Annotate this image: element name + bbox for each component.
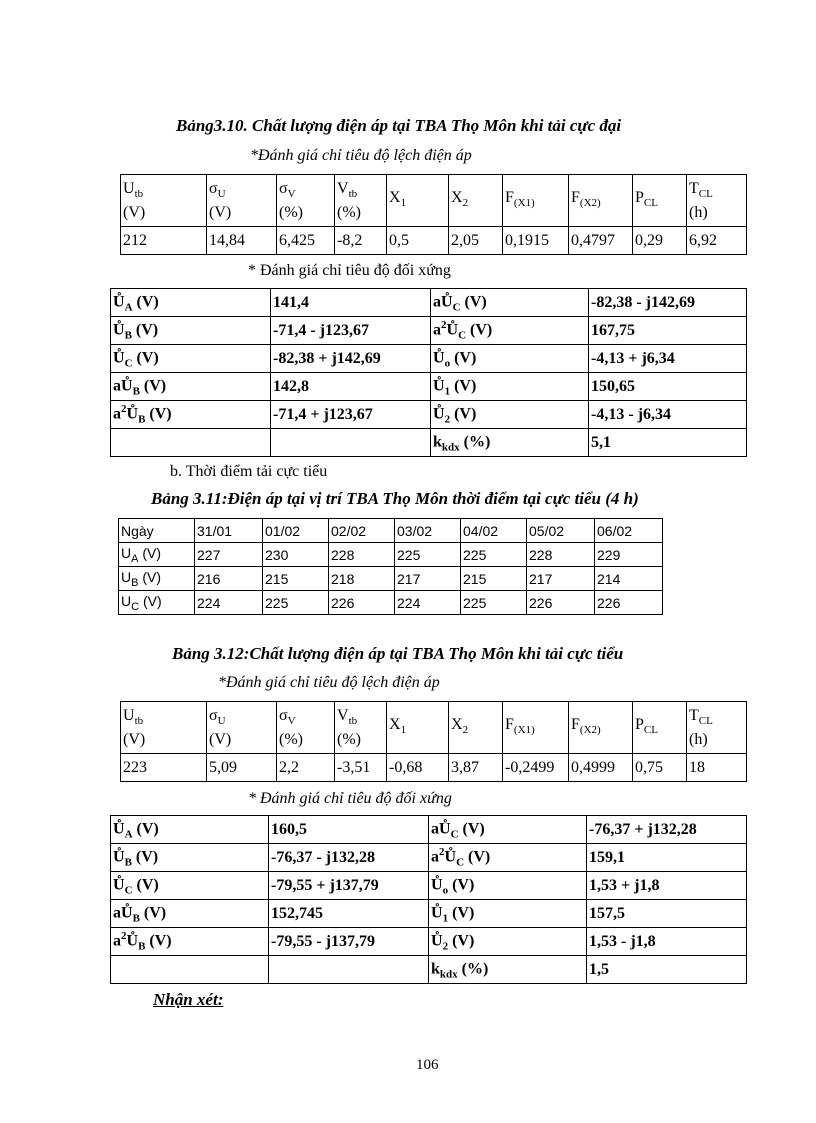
value-cell: -8,2: [335, 227, 387, 255]
value-cell: -3,51: [335, 754, 387, 782]
value-cell: -0,2499: [503, 754, 569, 782]
voltage-cell: 226: [527, 591, 595, 615]
symmetry-label: $k_{kdx}$ (%): [429, 956, 587, 984]
symmetry-value: 1,53 + j1,8: [587, 872, 747, 900]
header-cell: $\sigma_V$ (%): [277, 702, 335, 754]
voltage-cell: 215: [263, 567, 329, 591]
header-cell: $X_2$: [449, 175, 503, 227]
symmetry-label: $aŮ_C$ (V): [431, 289, 589, 317]
voltage-cell: 224: [195, 591, 263, 615]
symmetry-label: $a^2Ů_C$ (V): [431, 317, 589, 345]
symmetry-label: $Ů_1$ (V): [429, 900, 587, 928]
symmetry-note: * Đánh giá chỉ tiêu độ đối xứng: [248, 262, 451, 279]
value-cell: 3,87: [449, 754, 503, 782]
deviation-value-row: [121, 754, 747, 782]
symmetry-value: 160,5: [269, 816, 429, 844]
symmetry-value: 1,53 - j1,8: [587, 928, 747, 956]
symmetry-row: [111, 401, 747, 429]
header-cell: $T_{CL}$ (h): [687, 175, 747, 227]
section-b-heading: b. Thời điểm tải cực tiểu: [170, 463, 328, 480]
voltage-header-cell: 01/02: [263, 519, 329, 543]
voltage-header-cell: Ngày: [119, 519, 195, 543]
header-cell: $X_2$: [449, 702, 503, 754]
symmetry-value: -71,4 - j123,67: [271, 317, 431, 345]
symmetry-row: [111, 928, 747, 956]
voltage-cell: 230: [263, 543, 329, 567]
symmetry-value: -82,38 - j142,69: [589, 289, 747, 317]
symmetry-row: [111, 816, 747, 844]
symmetry-label: [111, 429, 271, 457]
symmetry-value: 159,1: [587, 844, 747, 872]
header-cell: $X_1$: [387, 702, 449, 754]
table-3-12-title: Bảng 3.12:Chất lượng điện áp tại TBA Thọ Môn khi tải cực tiểu: [172, 644, 624, 663]
symmetry-note: * Đánh giá chỉ tiêu độ đối xứng: [248, 790, 452, 807]
deviation-header-row: [121, 702, 747, 754]
header-cell: $F_{(X2)}$: [569, 702, 633, 754]
symmetry-label: $Ů_B$ (V): [111, 844, 269, 872]
value-cell: 14,84: [207, 227, 277, 255]
value-cell: 212: [121, 227, 207, 255]
symmetry-value: -79,55 - j137,79: [269, 928, 429, 956]
symmetry-label: $Ů_o$ (V): [429, 872, 587, 900]
symmetry-row: [111, 317, 747, 345]
voltage-row: [119, 543, 663, 567]
deviation-table-max: [120, 174, 747, 255]
header-cell: $T_{CL}$ (h): [687, 702, 747, 754]
voltage-cell: 218: [329, 567, 395, 591]
voltage-cell: 225: [395, 543, 461, 567]
symmetry-value: -4,13 + j6,34: [589, 345, 747, 373]
voltage-cell: 226: [329, 591, 395, 615]
value-cell: 6,92: [687, 227, 747, 255]
value-cell: 6,425: [277, 227, 335, 255]
voltage-cell: 216: [195, 567, 263, 591]
value-cell: 18: [687, 754, 747, 782]
header-cell: $P_{CL}$: [633, 702, 687, 754]
voltage-row: [119, 567, 663, 591]
symmetry-label: $Ů_A$ (V): [111, 289, 271, 317]
symmetry-label: [111, 956, 269, 984]
voltage-row-label: $U_C$ (V): [119, 591, 195, 615]
voltage-cell: 225: [461, 591, 527, 615]
voltage-row-label: $U_B$ (V): [119, 567, 195, 591]
header-cell: $V_{tb}$ (%): [335, 175, 387, 227]
symmetry-label: $Ů_o$ (V): [431, 345, 589, 373]
symmetry-table-min: [110, 815, 747, 984]
symmetry-row: [111, 956, 747, 984]
deviation-value-row: [121, 227, 747, 255]
symmetry-label: $Ů_C$ (V): [111, 345, 271, 373]
symmetry-value: [269, 956, 429, 984]
symmetry-value: -71,4 + j123,67: [271, 401, 431, 429]
symmetry-row: [111, 373, 747, 401]
voltage-row: [119, 591, 663, 615]
value-cell: 0,1915: [503, 227, 569, 255]
value-cell: 223: [121, 754, 207, 782]
voltage-cell: 215: [461, 567, 527, 591]
value-cell: 0,29: [633, 227, 687, 255]
remark-heading: Nhận xét:: [153, 990, 224, 1009]
voltage-header-cell: 06/02: [595, 519, 663, 543]
voltage-cell: 229: [595, 543, 663, 567]
page-number: 106: [416, 1057, 439, 1073]
symmetry-value: -79,55 + j137,79: [269, 872, 429, 900]
deviation-header-row: [121, 175, 747, 227]
voltage-header-cell: 04/02: [461, 519, 527, 543]
symmetry-label: $Ů_B$ (V): [111, 317, 271, 345]
symmetry-row: [111, 429, 747, 457]
voltage-table: [118, 518, 663, 615]
symmetry-value: 157,5: [587, 900, 747, 928]
header-cell: $V_{tb}$ (%): [335, 702, 387, 754]
table-3-10-title: Bảng3.10. Chất lượng điện áp tại TBA Thọ Môn khi tải cực đại: [176, 116, 622, 135]
symmetry-value: 5,1: [589, 429, 747, 457]
symmetry-value: -76,37 - j132,28: [269, 844, 429, 872]
symmetry-label: $a^2Ů_B$ (V): [111, 928, 269, 956]
deviation-table-min: [120, 701, 747, 782]
symmetry-label: $Ů_1$ (V): [431, 373, 589, 401]
value-cell: 0,5: [387, 227, 449, 255]
symmetry-label: $a^2Ů_B$ (V): [111, 401, 271, 429]
symmetry-value: 167,75: [589, 317, 747, 345]
header-cell: $\sigma_U$ (V): [207, 702, 277, 754]
header-cell: $\sigma_V$ (%): [277, 175, 335, 227]
symmetry-value: [271, 429, 431, 457]
value-cell: 2,2: [277, 754, 335, 782]
symmetry-label: $aŮ_B$ (V): [111, 373, 271, 401]
symmetry-row: [111, 872, 747, 900]
symmetry-value: 152,745: [269, 900, 429, 928]
header-cell: $X_1$: [387, 175, 449, 227]
voltage-row-label: $U_A$ (V): [119, 543, 195, 567]
symmetry-label: $Ů_2$ (V): [429, 928, 587, 956]
value-cell: 2,05: [449, 227, 503, 255]
symmetry-row: [111, 900, 747, 928]
symmetry-label: $aŮ_B$ (V): [111, 900, 269, 928]
voltage-header-row: [119, 519, 663, 543]
table-3-11-title: Bảng 3.11:Điện áp tại vị trí TBA Thọ Môn thời điểm tại cực tiểu (4 h): [151, 489, 639, 508]
symmetry-row: [111, 289, 747, 317]
header-cell: $P_{CL}$: [633, 175, 687, 227]
symmetry-label: $Ů_A$ (V): [111, 816, 269, 844]
symmetry-value: -82,38 + j142,69: [271, 345, 431, 373]
symmetry-table-max: [110, 288, 747, 457]
symmetry-label: $aŮ_C$ (V): [429, 816, 587, 844]
header-cell: $F_{(X1)}$: [503, 175, 569, 227]
symmetry-row: [111, 345, 747, 373]
deviation-note: *Đánh giá chỉ tiêu độ lệch điện áp: [250, 147, 472, 164]
value-cell: -0,68: [387, 754, 449, 782]
symmetry-row: [111, 844, 747, 872]
voltage-cell: 227: [195, 543, 263, 567]
header-cell: $U_{tb}$ (V): [121, 702, 207, 754]
voltage-header-cell: 05/02: [527, 519, 595, 543]
voltage-cell: 226: [595, 591, 663, 615]
value-cell: 0,75: [633, 754, 687, 782]
voltage-cell: 225: [461, 543, 527, 567]
deviation-note: *Đánh giá chỉ tiêu độ lệch điện áp: [218, 674, 440, 691]
header-cell: $\sigma_U$ (V): [207, 175, 277, 227]
value-cell: 5,09: [207, 754, 277, 782]
symmetry-label: $k_{kdx}$ (%): [431, 429, 589, 457]
value-cell: 0,4797: [569, 227, 633, 255]
voltage-cell: 217: [527, 567, 595, 591]
symmetry-value: -76,37 + j132,28: [587, 816, 747, 844]
voltage-header-cell: 03/02: [395, 519, 461, 543]
header-cell: $U_{tb}$ (V): [121, 175, 207, 227]
header-cell: $F_{(X2)}$: [569, 175, 633, 227]
symmetry-value: 141,4: [271, 289, 431, 317]
symmetry-value: 150,65: [589, 373, 747, 401]
symmetry-value: 142,8: [271, 373, 431, 401]
voltage-header-cell: 02/02: [329, 519, 395, 543]
voltage-cell: 228: [329, 543, 395, 567]
voltage-header-cell: 31/01: [195, 519, 263, 543]
symmetry-label: $a^2Ů_C$ (V): [429, 844, 587, 872]
header-cell: $F_{(X1)}$: [503, 702, 569, 754]
symmetry-value: 1,5: [587, 956, 747, 984]
voltage-cell: 225: [263, 591, 329, 615]
symmetry-value: -4,13 - j6,34: [589, 401, 747, 429]
voltage-cell: 214: [595, 567, 663, 591]
voltage-cell: 224: [395, 591, 461, 615]
symmetry-label: $Ů_2$ (V): [431, 401, 589, 429]
symmetry-label: $Ů_C$ (V): [111, 872, 269, 900]
voltage-cell: 228: [527, 543, 595, 567]
voltage-cell: 217: [395, 567, 461, 591]
value-cell: 0,4999: [569, 754, 633, 782]
